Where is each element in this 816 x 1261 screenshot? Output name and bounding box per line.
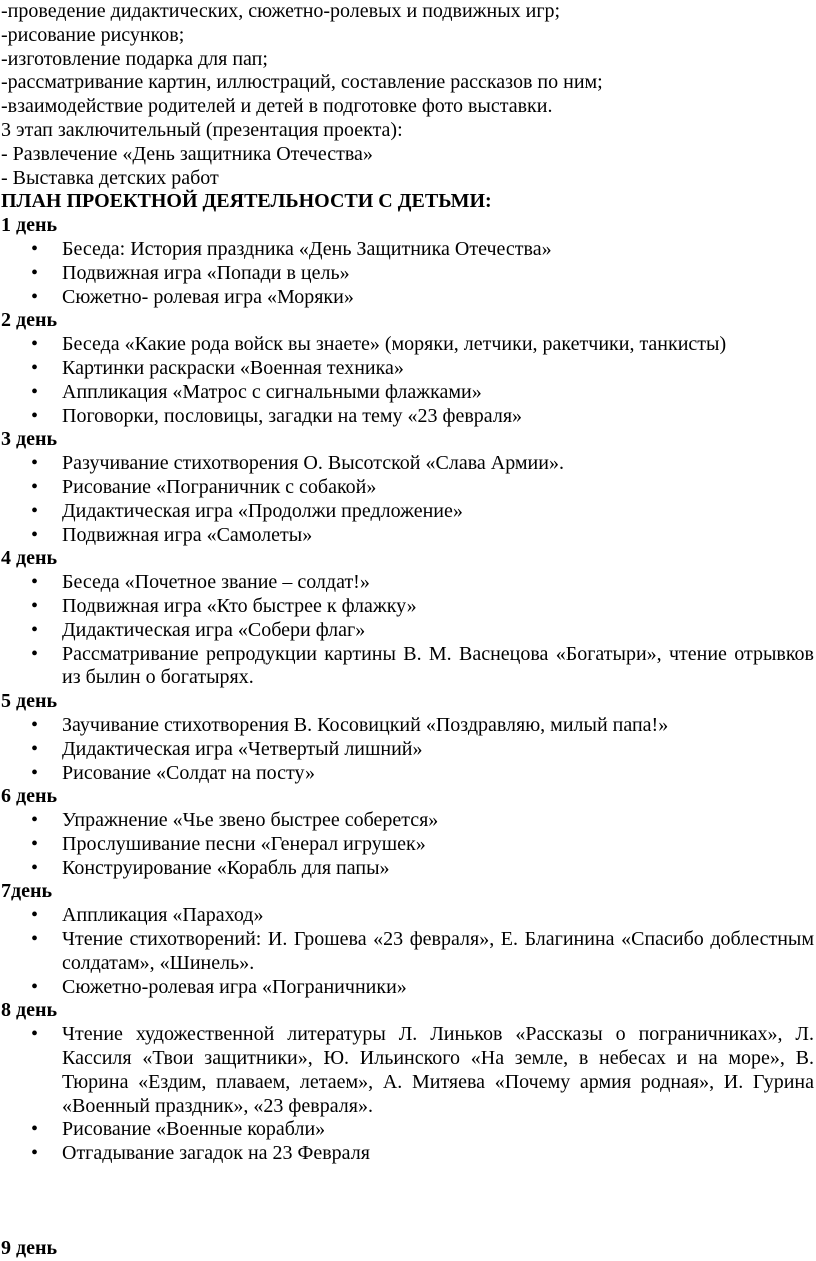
bullet-icon: • xyxy=(31,594,39,617)
bullet-icon: • xyxy=(31,380,39,403)
activity-item xyxy=(0,643,816,691)
bullet-icon: • xyxy=(31,452,39,475)
day-title: 4 день xyxy=(1,547,58,570)
activity-text: Чтение художественной литературы Л. Линьков «Рассказы о пограничниках», Л. Кассиля «Твои защитники», Ю. Ильинского «На земле, в небесах и на море», В. Тюрина «Ездим, плаваем, летаем», А. Митяева «Почему армия родная», И. Гурина «Военный праздник», «23 февраля». xyxy=(62,1023,814,1117)
day-title: 6 день xyxy=(1,785,58,808)
day-title: 1 день xyxy=(1,214,58,237)
activity-text: Рассматривание репродукции картины В. М. Васнецова «Богатыри», чтение отрывков из былин о богатырях. xyxy=(62,642,814,689)
activity-text: Сюжетно- ролевая игра «Моряки» xyxy=(62,285,354,308)
day-activity-list xyxy=(0,452,816,547)
bullet-icon: • xyxy=(31,523,39,546)
activity-item xyxy=(0,619,816,643)
activity-item xyxy=(0,762,816,786)
activity-item xyxy=(0,333,816,357)
day-activity-list xyxy=(0,904,816,999)
activity-item xyxy=(0,928,816,976)
activity-text: Дидактическая игра «Продолжи предложение» xyxy=(62,499,463,522)
activity-text: Рисование «Военные корабли» xyxy=(62,1118,326,1141)
bullet-icon: • xyxy=(31,642,39,665)
activity-text: Аппликация «Матрос с сигнальными флажками» xyxy=(62,380,482,403)
activity-item xyxy=(0,1142,816,1166)
bullet-icon: • xyxy=(31,475,39,498)
bullet-icon: • xyxy=(31,499,39,522)
activity-text: Подвижная игра «Попади в цель» xyxy=(62,261,350,284)
activity-item xyxy=(0,1023,816,1118)
day-activity-list xyxy=(0,1023,816,1166)
activity-item xyxy=(0,976,816,1000)
bullet-icon: • xyxy=(31,1142,39,1165)
day-title: 9 день xyxy=(1,1237,58,1260)
day-title: 7день xyxy=(1,880,53,903)
intro-line: -рисование рисунков; xyxy=(1,23,185,46)
day-section xyxy=(0,428,816,547)
activity-text: Конструирование «Корабль для папы» xyxy=(62,856,390,879)
activity-item xyxy=(0,714,816,738)
bullet-icon: • xyxy=(31,1118,39,1141)
activity-text: Прослушивание песни «Генерал игрушек» xyxy=(62,832,426,855)
activity-item xyxy=(0,476,816,500)
activity-text: Упражнение «Чье звено быстрее соберется» xyxy=(62,809,439,832)
activity-item xyxy=(0,809,816,833)
blank-space xyxy=(0,1166,816,1237)
intro-line: -изготовление подарка для пап; xyxy=(1,47,268,70)
activity-text: Беседа: История праздника «День Защитника Отечества» xyxy=(62,237,552,260)
activity-item xyxy=(0,452,816,476)
day-title: 2 день xyxy=(1,309,58,332)
activity-item xyxy=(0,500,816,524)
activity-item xyxy=(0,1118,816,1142)
activity-item xyxy=(0,524,816,548)
day-section xyxy=(0,785,816,880)
bullet-icon: • xyxy=(31,1023,39,1046)
activity-text: Заучивание стихотворения В. Косовицкий «Поздравляю, милый папа!» xyxy=(62,713,669,736)
bullet-icon: • xyxy=(31,809,39,832)
activity-text: Отгадывание загадок на 23 Февраля xyxy=(62,1142,370,1165)
bullet-icon: • xyxy=(31,713,39,736)
day-activity-list xyxy=(0,571,816,690)
bullet-icon: • xyxy=(31,404,39,427)
activity-text: Рисование «Солдат на посту» xyxy=(62,761,316,784)
activity-text: Беседа «Почетное звание – солдат!» xyxy=(62,571,370,594)
day-section xyxy=(0,547,816,690)
bullet-icon: • xyxy=(31,333,39,356)
activity-text: Сюжетно-ролевая игра «Пограничники» xyxy=(62,975,407,998)
activity-item xyxy=(0,595,816,619)
day-activity-list xyxy=(0,238,816,309)
bullet-icon: • xyxy=(31,261,39,284)
days-list xyxy=(0,214,816,1261)
day-title: 8 день xyxy=(1,999,58,1022)
day-activity-list xyxy=(0,714,816,785)
bullet-icon: • xyxy=(31,832,39,855)
bullet-icon: • xyxy=(31,737,39,760)
intro-line: -рассматривание картин, иллюстраций, составление рассказов по ним; xyxy=(1,71,603,94)
bullet-icon: • xyxy=(31,761,39,784)
day-section xyxy=(0,999,816,1166)
activity-text: Дидактическая игра «Четвертый лишний» xyxy=(62,737,423,760)
day-section xyxy=(0,214,816,309)
activity-item xyxy=(0,262,816,286)
bullet-icon: • xyxy=(31,904,39,927)
activity-text: Разучивание стихотворения О. Высотской «Слава Армии». xyxy=(62,452,564,475)
day-section xyxy=(0,309,816,428)
plan-heading: ПЛАН ПРОЕКТНОЙ ДЕЯТЕЛЬНОСТИ С ДЕТЬМИ: xyxy=(1,190,492,213)
activity-item xyxy=(0,904,816,928)
bullet-icon: • xyxy=(31,571,39,594)
intro-section xyxy=(0,0,816,190)
day-section xyxy=(0,690,816,785)
intro-line: - Выставка детских работ xyxy=(1,166,219,189)
day-activity-list xyxy=(0,333,816,428)
day-section xyxy=(0,880,816,999)
activity-text: Аппликация «Параход» xyxy=(62,904,264,927)
bullet-icon: • xyxy=(31,237,39,260)
day-section xyxy=(0,1166,816,1261)
activity-text: Беседа «Какие рода войск вы знаете» (моряки, летчики, ракетчики, танкисты) xyxy=(62,333,727,356)
bullet-icon: • xyxy=(31,856,39,879)
activity-item xyxy=(0,286,816,310)
activity-item xyxy=(0,833,816,857)
activity-item xyxy=(0,405,816,429)
bullet-icon: • xyxy=(31,285,39,308)
activity-text: Картинки раскраски «Военная техника» xyxy=(62,356,404,379)
intro-line: - Развлечение «День защитника Отечества» xyxy=(1,142,373,165)
bullet-icon: • xyxy=(31,975,39,998)
day-title: 3 день xyxy=(1,428,58,451)
bullet-icon: • xyxy=(31,928,39,951)
activity-item xyxy=(0,571,816,595)
activity-item xyxy=(0,238,816,262)
activity-text: Подвижная игра «Самолеты» xyxy=(62,523,313,546)
day-activity-list xyxy=(0,809,816,880)
bullet-icon: • xyxy=(31,618,39,641)
activity-item xyxy=(0,381,816,405)
activity-item xyxy=(0,857,816,881)
activity-item xyxy=(0,738,816,762)
intro-line: -проведение дидактических, сюжетно-ролевых и подвижных игр; xyxy=(1,0,561,22)
activity-text: Рисование «Пограничник с собакой» xyxy=(62,475,377,498)
intro-line: -взаимодействие родителей и детей в подготовке фото выставки. xyxy=(1,95,553,118)
bullet-icon: • xyxy=(31,356,39,379)
day-title: 5 день xyxy=(1,690,58,713)
activity-item xyxy=(0,357,816,381)
activity-text: Поговорки, пословицы, загадки на тему «23 февраля» xyxy=(62,404,523,427)
activity-text: Дидактическая игра «Собери флаг» xyxy=(62,618,366,641)
activity-text: Чтение стихотворений: И. Грошева «23 февраля», Е. Благинина «Спасибо доблестным солдатам», «Шинель». xyxy=(62,928,814,974)
activity-text: Подвижная игра «Кто быстрее к флажку» xyxy=(62,594,417,617)
stage-3-title: 3 этап заключительный (презентация проекта): xyxy=(1,118,403,141)
